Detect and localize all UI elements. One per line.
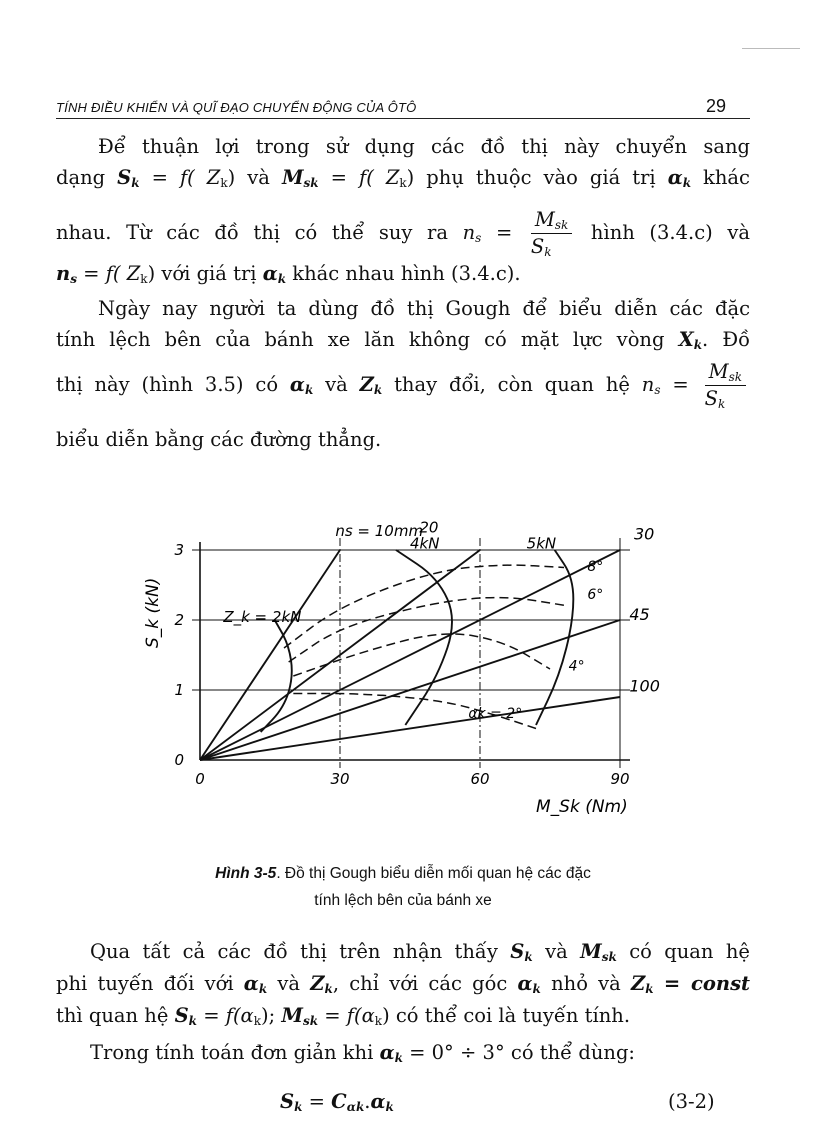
- running-header-title: TÍNH ĐIỀU KHIỂN VÀ QUĨ ĐẠO CHUYỂN ĐỘNG CỦA ÔTÔ: [56, 100, 417, 115]
- series-10: [293, 634, 550, 676]
- equation-number: (3-2): [668, 1090, 715, 1113]
- x-axis-label: M_Sk (Nm): [536, 797, 628, 817]
- y-tick-label: 3: [174, 541, 184, 559]
- y-tick-label: 2: [174, 611, 184, 629]
- x-tick-label: 30: [330, 770, 350, 788]
- ns-fraction: $\frac{M_{sk}}{S_k}$: [531, 207, 572, 260]
- label-zk2: Z_k = 2kN: [223, 608, 302, 627]
- label-r45: 45: [629, 605, 650, 624]
- para2-line2: tính lệch bên của bánh xe lăn không có mặt lực vòng $X_k$. Đồ: [56, 328, 750, 352]
- figure-caption: [56, 860, 750, 914]
- ns-fraction-2: $\frac{M_{sk}}{S_k}$: [705, 359, 746, 412]
- series-0: [200, 550, 340, 760]
- para2-line3: thị này (hình 3.5) có $\alpha_k$ và $Z_k$ thay đổi, còn quan hệ $n_s$ = $\frac{M_{sk}}{S_k}$: [56, 357, 750, 413]
- page-number: 29: [706, 96, 727, 116]
- label-a8: 8°: [587, 559, 604, 575]
- para3-line1: Qua tất cả các đồ thị trên nhận thấy $S_k$ và $M_{sk}$ có quan hệ: [90, 940, 750, 964]
- para1-line3: nhau. Từ các đồ thị có thể suy ra $n_s$ = $\frac{M_{sk}}{S_k}$ hình (3.4.c) và: [56, 208, 751, 259]
- gough-chart: [130, 520, 690, 830]
- label-ns: ns = 10mm: [335, 522, 424, 540]
- label-r20: 20: [419, 520, 439, 537]
- caption-line1: . Đồ thị Gough biểu diễn mối quan hệ các đặc: [276, 865, 591, 882]
- label-a6: 6°: [587, 587, 604, 603]
- caption-label: Hình 3-5: [215, 865, 277, 882]
- label-a4: 4°: [568, 658, 585, 675]
- series-5: [261, 620, 292, 732]
- x-tick-label: 60: [470, 770, 490, 788]
- para1-line4: $n_s = f$( $Z_k$) với giá trị $\alpha_k$ khác nhau hình (3.4.c).: [56, 262, 521, 286]
- para1-line2: dạng $S_k = f$( $Z_k$) và $M_{sk} = f$( $Z_k$) phụ thuộc vào giá trị $\alpha_k$ khác: [56, 166, 750, 190]
- para1-line1: Để thuận lợi trong sử dụng các đồ thị này chuyển sang: [98, 135, 750, 158]
- scan-artifact-line: [742, 48, 800, 49]
- label-k4: 4kN: [410, 534, 440, 553]
- y-tick-label: 1: [174, 681, 184, 699]
- para2-line4: biểu diễn bằng các đường thẳng.: [56, 428, 382, 451]
- header-rule: [56, 118, 750, 119]
- label-r100: 100: [629, 676, 660, 696]
- y-axis-label: S_k (kN): [143, 577, 163, 648]
- label-a2: αk = 2°: [468, 706, 523, 722]
- label-k5: 5kN: [526, 534, 557, 553]
- x-tick-label: 0: [195, 770, 205, 788]
- equation-3-2: $S_k = C_{\alpha k}.\alpha_k$: [280, 1090, 394, 1114]
- x-tick-label: 90: [610, 770, 630, 788]
- para2-line1: Ngày nay người ta dùng đồ thị Gough để biểu diễn các đặc: [98, 297, 750, 320]
- para3-line2: phi tuyến đối với $\alpha_k$ và $Z_k$, chỉ với các góc $\alpha_k$ nhỏ và $Z_k$ = const: [56, 972, 751, 996]
- series-9: [289, 598, 569, 662]
- y-tick-label: 0: [174, 751, 184, 769]
- label-r30: 30: [634, 524, 655, 544]
- caption-line2: tính lệch bên của bánh xe: [314, 892, 492, 909]
- para3-line4: Trong tính toán đơn giản khi $\alpha_k = 0^\circ \div 3^\circ$ có thể dùng:: [90, 1041, 635, 1065]
- para3-line3: thì quan hệ $S_k = f(\alpha_k)$; $M_{sk} = f(\alpha_k)$ có thể coi là tuyến tính.: [56, 1004, 631, 1028]
